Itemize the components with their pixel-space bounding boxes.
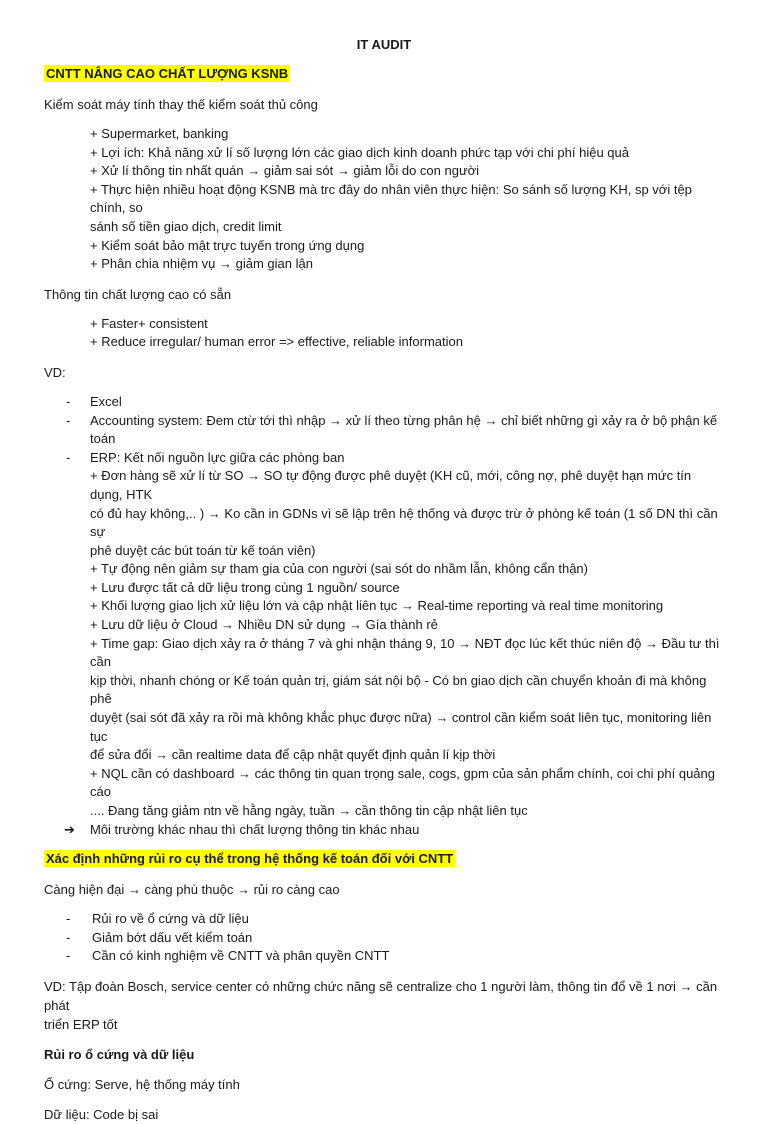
list-item-line: ERP: Kết nối nguồn lực giữa các phòng ban <box>90 449 345 465</box>
highlighted-heading-text: CNTT NÂNG CAO CHẤT LƯỢNG KSNB <box>46 66 289 81</box>
conclusion-text: Môi trường khác nhau thì chất lượng thông tin khác nhau <box>90 821 420 837</box>
list-item-line: + Lưu được tất cả dữ liệu trong cùng 1 nguồn/ source <box>90 579 400 595</box>
benefit-line: + Xử lí thông tin nhất quán → giảm sai sót → giảm lỗi do con người <box>90 163 480 179</box>
list-item-line: + Time gap: Giao dịch xảy ra ở tháng 7 và ghi nhận tháng 9, 10 → NĐT đọc lúc kết thúc niên độ → Đầu tư thì cần <box>90 635 720 670</box>
section-heading-risks <box>44 850 724 868</box>
list-item-line: Excel <box>90 393 122 409</box>
list-item-line: + Đơn hàng sẽ xử lí từ SO → SO tự động được phê duyệt (KH cũ, mới, công nợ, phê duyệt hạn mức tín dụng, HTK <box>90 468 692 502</box>
sub-heading-risk: Rủi ro ổ cứng và dữ liệu <box>44 1046 195 1062</box>
list-item-line: kịp thời, nhanh chóng or Kế toán quản trị, giám sát nội bộ - Có bn giao dịch cần chuyển khoản đi mà không phê <box>90 672 707 707</box>
risk-list <box>44 910 724 966</box>
conclusion-item <box>44 821 724 840</box>
list-item-line: Accounting system: Đem ctừ tới thì nhập → xử lí theo từng phân hệ → chỉ biết những gì xảy ra ở bộ phận kế <box>90 412 718 428</box>
paragraph-quality: Thông tin chất lượng cao có sẵn <box>44 286 232 302</box>
dash-bullet: - <box>66 911 71 927</box>
risk-text: Rủi ro về ổ cứng và dữ liệu <box>92 911 249 927</box>
list-item-line: + Khối lượng giao lịch xử liệu lớn và cập nhật liên tục → Real-time reporting và real time monitoring <box>90 598 664 614</box>
benefit-line: + Lợi ích: Khả năng xử lí số lượng lớn các giao dịch kinh doanh phức tạp với chi phí hiệu quả <box>90 144 629 160</box>
paragraph-risk-intro: Càng hiện đại → càng phù thuộc → rủi ro càng cao <box>44 882 340 898</box>
paragraph-line: VD: Tập đoàn Bosch, service center có những chức năng sẽ centralize cho 1 người làm, thông tin đổ về 1 nơi → cần phát <box>44 978 718 1013</box>
list-item-line: để sửa đổi → cần realtime data để cập nhật quyết định quản lí kịp thời <box>90 747 496 763</box>
list-item-line: + Tự động nên giảm sự tham gia của con người (sai sót do nhầm lẫn, không cẩn thận) <box>90 561 588 577</box>
paragraph-intro: Kiểm soát máy tính thay thế kiểm soát thủ công <box>44 97 318 112</box>
list-item <box>44 910 724 929</box>
benefit-line: + Kiểm soát bảo mật trực tuyến trong ứng dụng <box>90 237 365 253</box>
dash-bullet: - <box>66 948 71 964</box>
highlighted-heading-text: Xác định những rủi ro cụ thể trong hệ thống kế toán đối với CNTT <box>46 851 454 867</box>
quality-list <box>90 315 724 352</box>
list-item-line: + NQL cần có dashboard → các thông tin quan trọng sale, cogs, gpm của sản phẩm chính, coi chi phí quảng cáo <box>90 765 715 800</box>
list-item-excel <box>44 393 724 412</box>
dash-bullet: - <box>66 929 71 945</box>
list-item-erp <box>44 449 724 821</box>
list-item-line: toán <box>90 431 116 447</box>
dash-bullet: - <box>66 449 71 465</box>
benefit-line: sánh số tiền giao dịch, credit limit <box>90 218 282 234</box>
risk-text: Cần có kinh nghiệm về CNTT và phân quyền CNTT <box>92 948 390 964</box>
risk-text: Giảm bớt dấu vết kiểm toán <box>92 929 253 945</box>
arrow-bullet-icon: ➔ <box>64 821 75 837</box>
paragraph-line: triển ERP tốt <box>44 1016 118 1032</box>
paragraph-data: Dữ liệu: Code bị sai <box>44 1106 159 1122</box>
list-item <box>44 929 724 948</box>
list-item-accounting-system <box>44 412 724 449</box>
vd-label: VD: <box>44 364 66 380</box>
paragraph-vd-bosch <box>44 977 724 1034</box>
paragraph-hardware: Ổ cứng: Serve, hệ thống máy tính <box>44 1076 240 1092</box>
benefit-line: + Thực hiện nhiều hoạt động KSNB mà trc đây do nhân viên thực hiện: So sánh số lượng KH, sp với tệp chính, so <box>90 181 692 216</box>
list-item-line: duyệt (sai sót đã xảy ra rồi mà không khắc phục được nữa) → control cần kiểm soát liên tục, monitoring liên tục <box>90 710 712 744</box>
dash-bullet: - <box>66 412 71 428</box>
quality-line: + Faster+ consistent <box>90 315 208 331</box>
benefit-line: + Supermarket, banking <box>90 126 229 141</box>
section-heading-cntt <box>44 65 724 83</box>
dash-bullet: - <box>66 393 71 409</box>
document-title: IT AUDIT <box>356 37 412 52</box>
list-item <box>44 947 724 966</box>
list-item-line: phê duyệt các bút toán từ kế toán viên) <box>90 542 316 558</box>
example-list <box>44 393 724 821</box>
list-item-line: + Lưu dữ liệu ở Cloud → Nhiều DN sử dụng → Gía thành rẻ <box>90 617 438 633</box>
benefit-line: + Phân chia nhiệm vụ → giảm gian lận <box>90 256 313 272</box>
benefit-list <box>90 125 724 274</box>
list-item-line: .... Đang tăng giảm ntn về hằng ngày, tuần → cần thông tin cập nhật liên tục <box>90 803 528 818</box>
list-item-line: có đủ hay không,.. ) → Ko cần in GDNs vì sẽ lập trên hệ thống và được trừ ở phòng kế toán (1 số DN thì cần sự <box>90 505 718 540</box>
quality-line: + Reduce irregular/ human error => effective, reliable information <box>90 334 463 350</box>
